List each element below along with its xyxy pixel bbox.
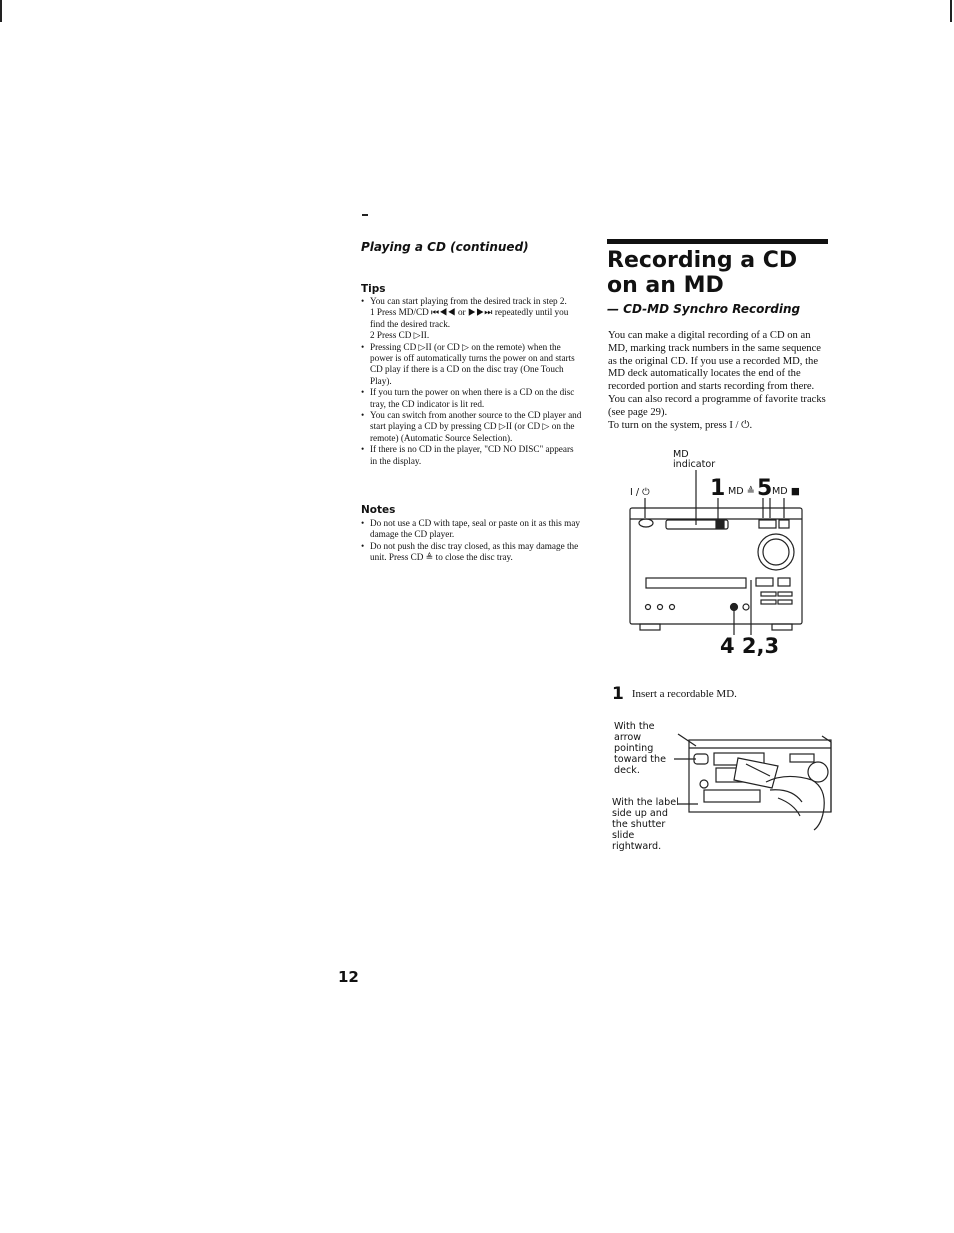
step-number: 1 bbox=[612, 684, 624, 704]
section-rule bbox=[607, 239, 828, 244]
notes-heading: Notes bbox=[361, 504, 396, 516]
tip-item: • You can switch from another source to the CD player and start playing a CD by pressing CD ▷II (or CD ▷ on the remote) (Automatic Source Selection). bbox=[361, 410, 583, 444]
md-insertion-illustration bbox=[674, 732, 838, 832]
step-number-label: 5 bbox=[757, 476, 773, 501]
step-1 bbox=[612, 684, 737, 704]
md-eject-label: MD ≜ bbox=[728, 486, 755, 497]
intro-paragraph: You can make a digital recording of a CD on an MD, marking track numbers in the same sequence as the original CD. If you use a recorded MD, the MD deck automatically locates the end of the recorded portion and starts recording from there. You can also record a programme of favorite tracks (see page 29). bbox=[608, 330, 826, 418]
tip-item: • You can start playing from the desired track in step 2. 1 Press MD/CD ⏮◀◀ or ▶▶⏭ repeatedly until you find the desired track. 2 Press CD ▷II. bbox=[361, 296, 583, 342]
md-indicator-label: MD indicator bbox=[673, 449, 716, 470]
page-title: Recording a CD on an MD bbox=[607, 248, 798, 298]
power-label: I / ⏻ bbox=[630, 487, 650, 498]
running-head: Playing a CD (continued) bbox=[361, 240, 529, 254]
scan-speck bbox=[362, 214, 368, 216]
tips-list bbox=[361, 296, 583, 467]
unit-front-panel-illustration bbox=[626, 470, 812, 635]
label-caption: With the label side up and the shutter slide rightward. bbox=[612, 797, 679, 852]
notes-list bbox=[361, 518, 583, 564]
power-instruction: To turn on the system, press I / ⏻. bbox=[608, 419, 753, 431]
step-number-label: 1 bbox=[710, 476, 726, 501]
scan-mark bbox=[950, 0, 952, 22]
tip-item: • If you turn the power on when there is a CD on the disc tray, the CD indicator is lit red. bbox=[361, 387, 583, 410]
md-stop-label: MD ■ bbox=[772, 486, 800, 497]
page-number: 12 bbox=[338, 968, 359, 986]
tip-item: • Pressing CD ▷II (or CD ▷ on the remote) when the power is off automatically turns the power on and starts CD play if there is a CD on the disc tray (One Touch Play). bbox=[361, 342, 583, 388]
arrow-caption: With the arrow pointing toward the deck. bbox=[614, 721, 667, 776]
page-subtitle: — CD-MD Synchro Recording bbox=[607, 302, 801, 316]
note-item: • Do not push the disc tray closed, as this may damage the unit. Press CD ≜ to close the disc tray. bbox=[361, 541, 583, 564]
intro-text bbox=[608, 330, 830, 432]
scan-mark bbox=[0, 0, 2, 22]
tip-substep: 2 Press CD ▷II. bbox=[370, 330, 430, 341]
tip-substep: 1 Press MD/CD ⏮◀◀ or ▶▶⏭ repeatedly until you find the desired track. bbox=[370, 307, 569, 329]
tips-heading: Tips bbox=[361, 283, 386, 295]
step-numbers-label: 4 2,3 bbox=[720, 634, 780, 658]
tip-item: • If there is no CD in the player, "CD NO DISC" appears in the display. bbox=[361, 444, 583, 467]
step-text: Insert a recordable MD. bbox=[631, 688, 737, 700]
note-item: • Do not use a CD with tape, seal or paste on it as this may damage the CD player. bbox=[361, 518, 583, 541]
